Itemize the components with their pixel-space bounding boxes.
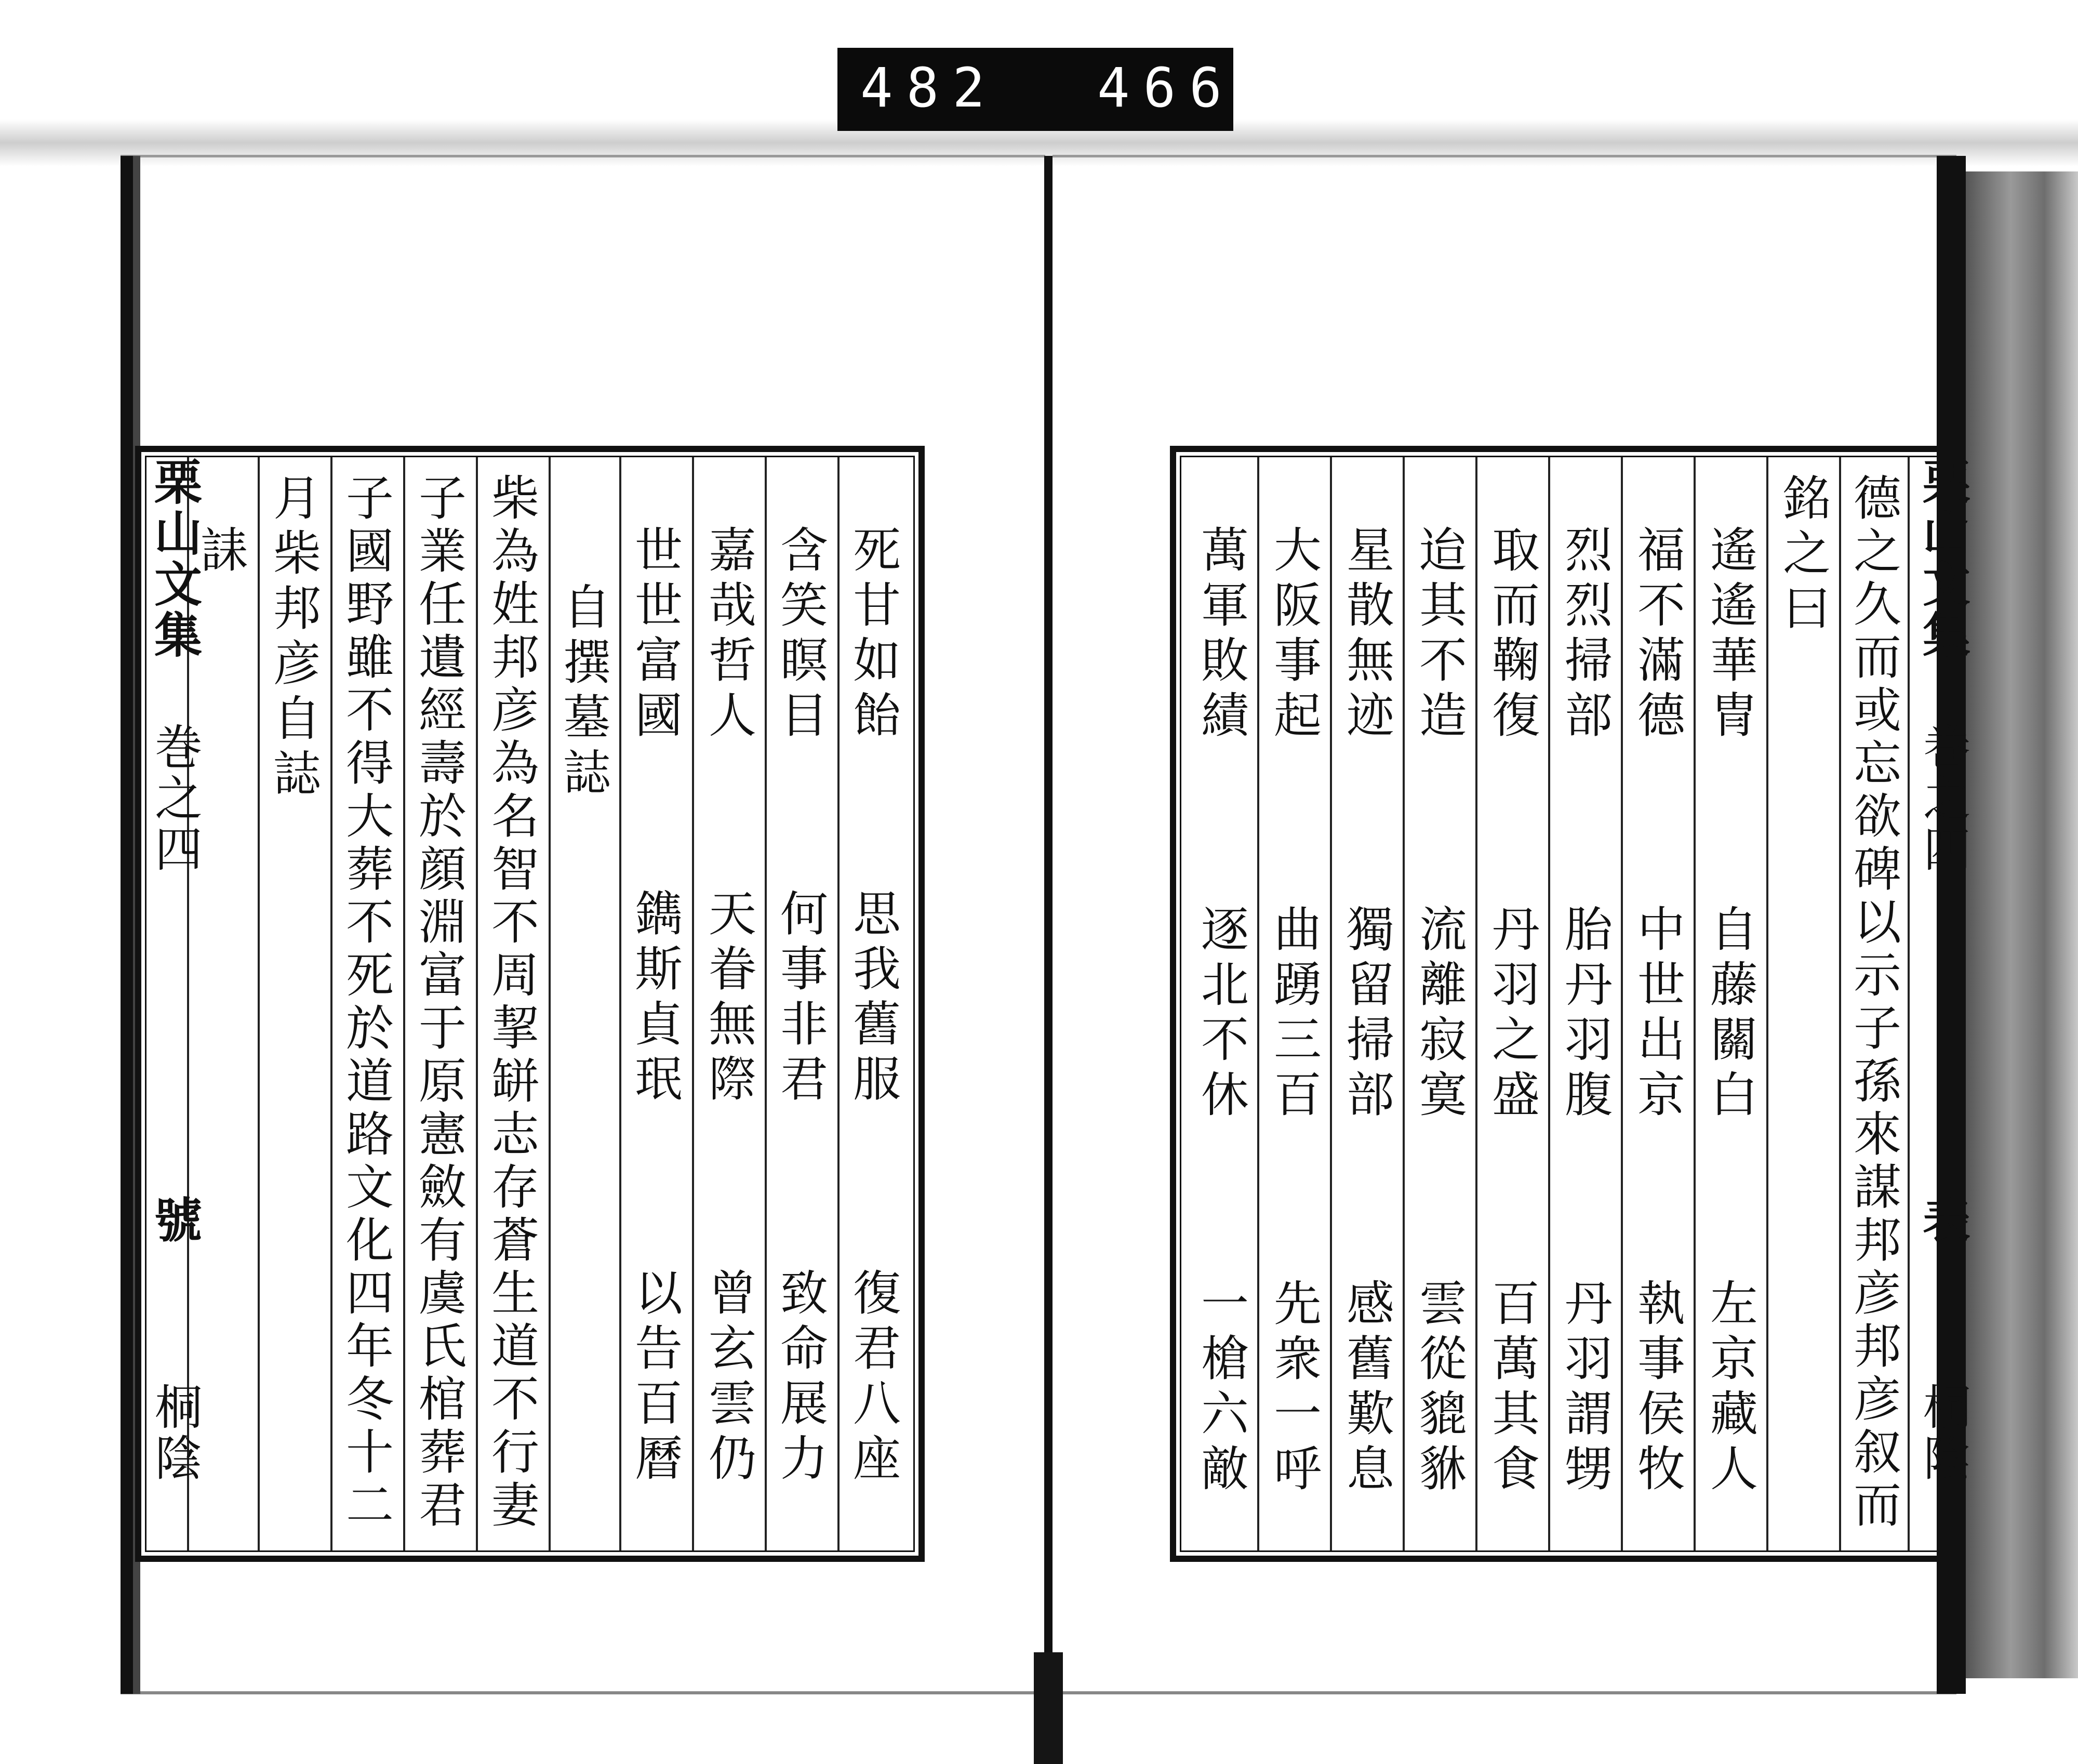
column-rule (619, 457, 621, 1550)
column-rule (1839, 457, 1841, 1550)
right-col-1: 德之久而或忘欲碑以示子孫來謀邦彦邦彦叙而 (1846, 473, 1901, 1533)
right-col-3-top: 遙遙華冑 (1702, 525, 1758, 745)
column-rule (765, 457, 767, 1550)
left-col-8: 子國野雖不得大葬不死於道路文化四年冬十二 (338, 473, 394, 1533)
right-margin-volume: 巻之四 (1915, 722, 1971, 875)
right-col-7-mid: 流離寂寞 (1411, 904, 1467, 1124)
right-col-10-mid: 逐北不休 (1193, 904, 1249, 1124)
column-rule (1403, 457, 1405, 1550)
column-rule (1548, 457, 1550, 1550)
column-rule (837, 457, 840, 1550)
right-col-8-top: 星散無迹 (1339, 525, 1394, 745)
left-col-2-mid: 何事非君 (772, 888, 828, 1109)
right-col-4-mid: 中世出京 (1630, 904, 1685, 1124)
left-col-3-top: 嘉哉哲人 (701, 525, 756, 745)
left-col-1-mid: 思我舊服 (845, 888, 901, 1109)
right-col-3-bottom: 左京藏人 (1702, 1278, 1758, 1498)
page-edge (1053, 1691, 1956, 1694)
left-col-4-bottom: 以告百曆 (627, 1268, 683, 1488)
column-rule (1766, 457, 1768, 1550)
left-col-1-bottom: 復君八座 (845, 1268, 901, 1488)
right-col-8-bottom: 感舊歎息 (1339, 1278, 1394, 1498)
right-col-7-top: 迨其不造 (1411, 525, 1467, 745)
right-col-4-bottom: 執事侯牧 (1630, 1278, 1685, 1498)
column-rule (1694, 457, 1696, 1550)
book-gutter-foot (1034, 1652, 1063, 1764)
right-col-3-mid: 自藤關白 (1702, 904, 1758, 1124)
right-col-8-mid: 獨留掃部 (1339, 904, 1394, 1124)
column-rule (1257, 457, 1259, 1550)
right-col-5-top: 烈烈掃部 (1557, 525, 1613, 745)
right-margin-bottom: 桐陰 (1915, 1382, 1971, 1484)
left-col-3-mid: 天眷無際 (701, 888, 756, 1109)
page-edge (1053, 155, 1956, 157)
page-number-label (837, 48, 1233, 131)
right-col-10-top: 萬軍敗績 (1193, 525, 1249, 745)
column-rule (549, 457, 551, 1550)
right-binding-shadow (1966, 171, 2078, 1678)
left-col-2-top: 含笑瞑目 (772, 525, 828, 745)
left-margin-volume: 巻之四 (147, 722, 203, 875)
column-rule (476, 457, 478, 1550)
left-margin-label: 號 (146, 1195, 203, 1246)
left-col-3-bottom: 曾玄雲仍 (701, 1268, 756, 1488)
column-rule (1621, 457, 1623, 1550)
page-edge (121, 155, 1045, 157)
right-col-2: 銘之曰 (1775, 473, 1831, 638)
right-col-5-bottom: 丹羽謂甥 (1557, 1278, 1613, 1498)
right-col-4-top: 福不滿德 (1630, 525, 1685, 745)
right-margin-label: 表 (1915, 1195, 1971, 1246)
right-col-9-mid: 曲踴三百 (1266, 904, 1322, 1124)
left-col-4-mid: 鐫斯貞珉 (627, 888, 683, 1109)
left-col-1-top: 死甘如飴 (845, 525, 901, 745)
right-col-10-bottom: 一槍六敵 (1193, 1278, 1249, 1498)
left-col-4-top: 世世富國 (627, 525, 683, 745)
column-rule (258, 457, 260, 1550)
right-col-6-bottom: 百萬其食 (1484, 1278, 1540, 1498)
column-rule (403, 457, 405, 1550)
book-gutter (1044, 156, 1053, 1751)
left-col-6: 柴為姓邦彦為名智不周挈缾志存蒼生道不行妻 (484, 473, 539, 1533)
left-col-7: 子業任遺經壽於顔淵富于原憲斂有虞氏棺葬君 (411, 473, 467, 1533)
left-margin-title: 栗山文集 (146, 457, 203, 661)
right-col-7-bottom: 雲從貔貅 (1411, 1278, 1467, 1498)
left-margin-bottom: 桐陰 (147, 1382, 203, 1484)
left-col-10: 誄 (193, 525, 248, 580)
column-rule (1475, 457, 1477, 1550)
column-rule (692, 457, 694, 1550)
column-rule (330, 457, 332, 1550)
left-col-2-bottom: 致命展力 (772, 1268, 828, 1488)
right-margin-title: 栗山文集 (1915, 457, 1971, 661)
page-edge (121, 1691, 1045, 1694)
right-col-6-mid: 丹羽之盛 (1484, 904, 1540, 1124)
column-rule (1330, 457, 1332, 1550)
right-page-number: 466 (1097, 56, 1235, 120)
right-col-9-bottom: 先衆一呼 (1266, 1278, 1322, 1498)
left-col-9: 月柴邦彦自誌 (265, 473, 321, 803)
right-col-5-mid: 胎丹羽腹 (1557, 904, 1613, 1124)
right-col-9-top: 大阪事起 (1266, 525, 1322, 745)
left-page-number: 482 (860, 56, 998, 120)
left-col-5-heading: 自撰墓誌 (555, 582, 611, 802)
right-col-6-top: 取而鞠復 (1484, 525, 1540, 745)
